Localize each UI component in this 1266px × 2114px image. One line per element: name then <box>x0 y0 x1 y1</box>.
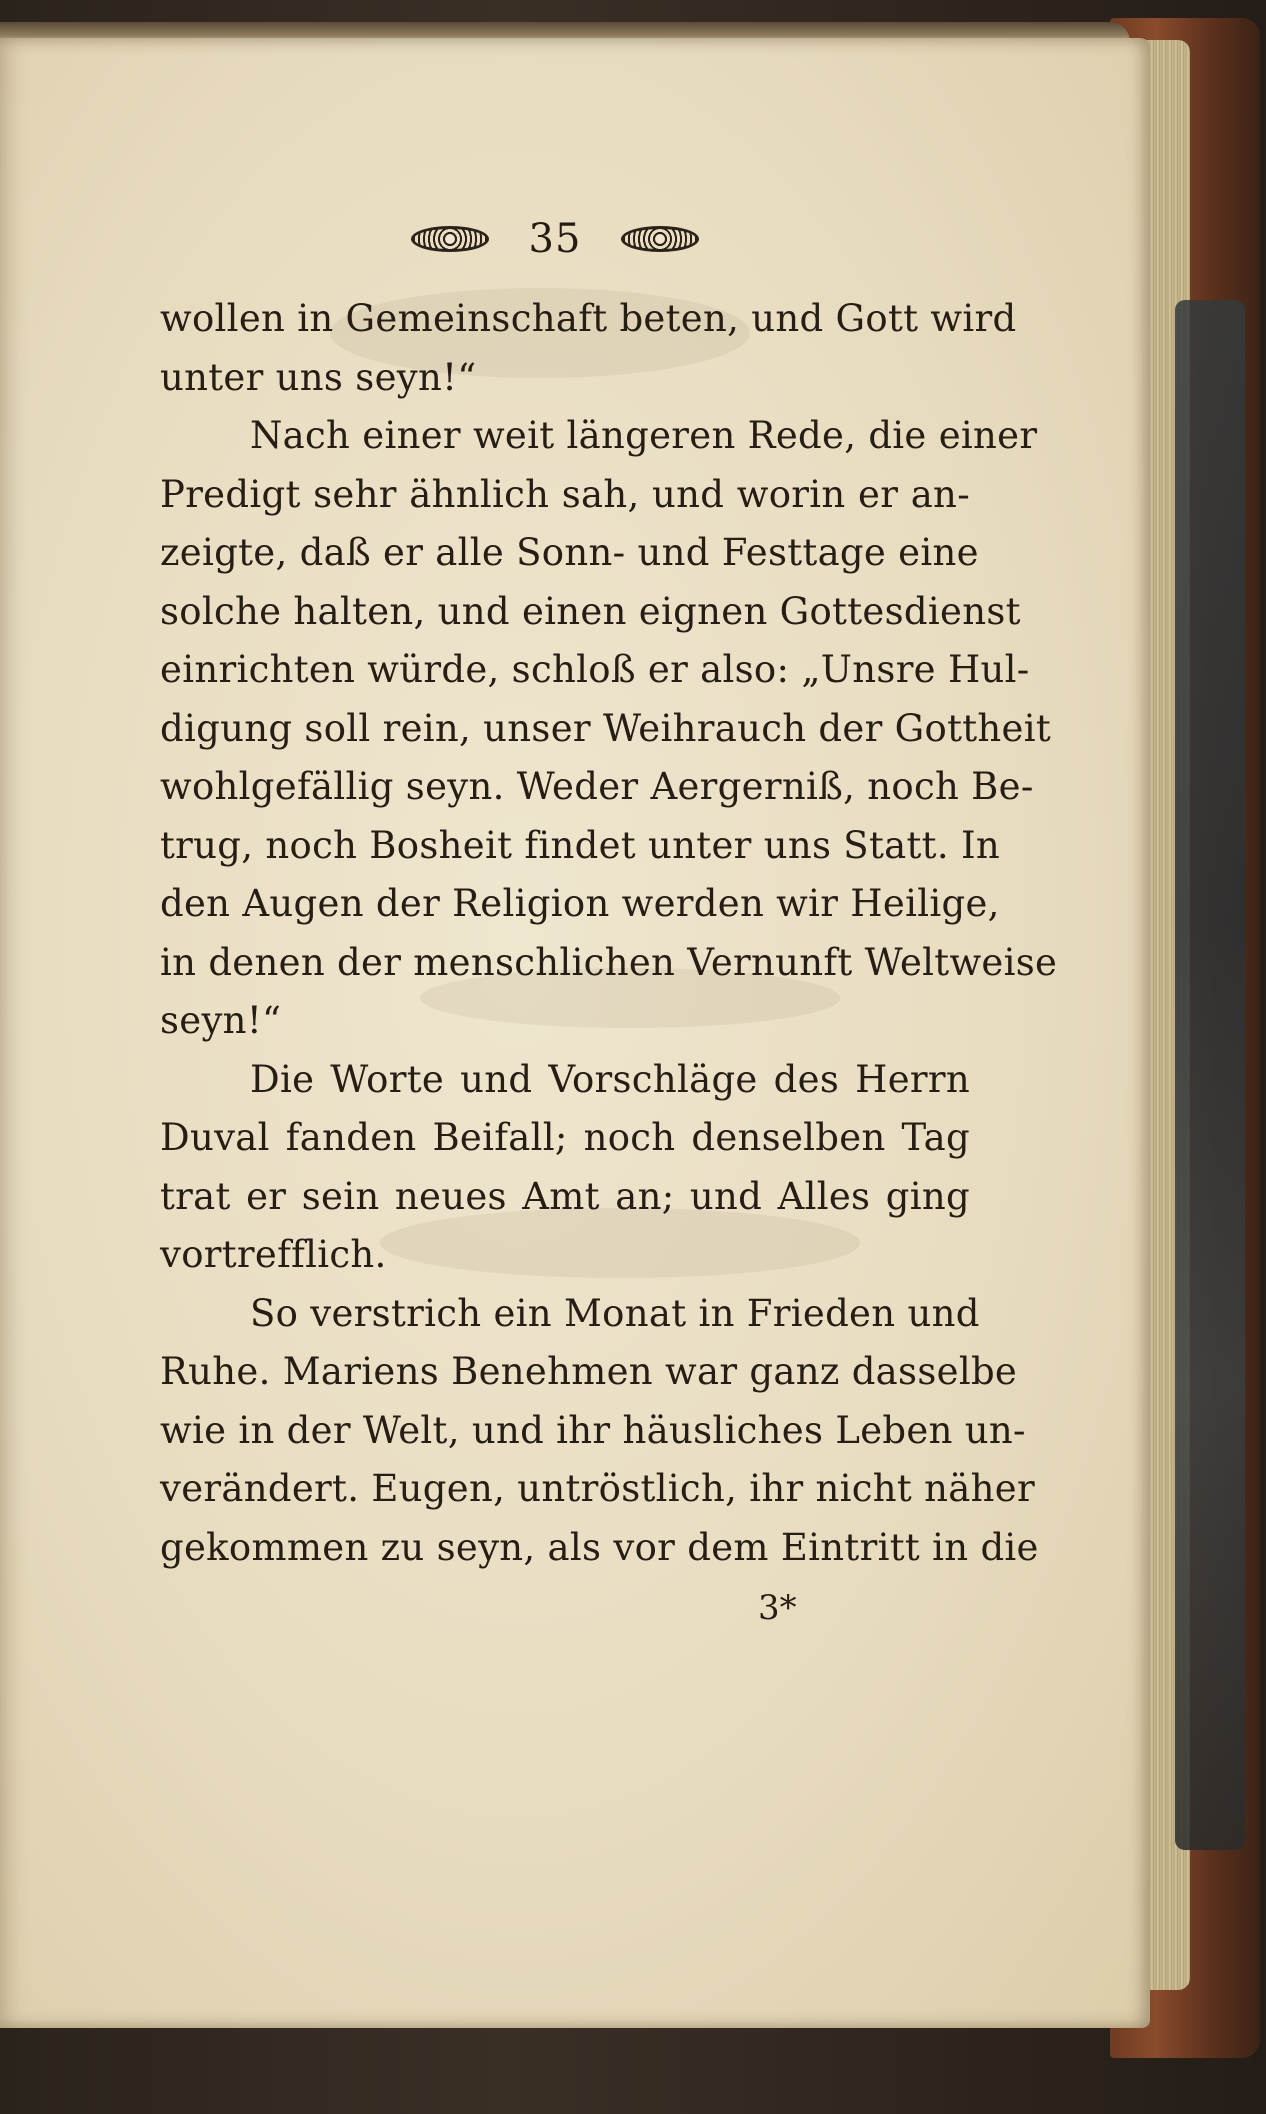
text-line: einrichten würde, schloß er also: „Unsre Hul- <box>160 648 1030 691</box>
text-line: Predigt sehr ähnlich sah, und worin er an- <box>160 472 970 516</box>
text-line: seyn!“ <box>160 999 282 1042</box>
text-line: wohlgefällig seyn. Weder Aergerniß, noch Be- <box>160 765 1034 808</box>
text-line: Duval fanden Beifall; noch denselben Tag <box>160 1116 970 1159</box>
text-line: wollen in Gemeinschaft beten, und Gott wird <box>160 297 1017 340</box>
text-line: vortrefflich. <box>160 1233 387 1276</box>
text-line: digung soll rein, unser Weihrauch der Gottheit <box>160 706 1052 750</box>
text-line: solche halten, und einen eignen Gottesdienst <box>160 589 1021 633</box>
page-number: 35 <box>528 216 582 262</box>
text-line: wie in der Welt, und ihr häusliches Leben un- <box>160 1408 1026 1452</box>
text-line: trug, noch Bosheit findet unter uns Statt. In <box>160 823 1000 867</box>
text-line: Die Worte und Vorschläge des Herrn <box>250 1057 970 1101</box>
text-line: in denen der menschlichen Vernunft Weltweise <box>160 940 1058 984</box>
rosette-ornament-icon <box>411 226 489 252</box>
body-text <box>160 290 1058 1577</box>
cover-wear <box>1175 300 1245 1850</box>
text-line: den Augen der Religion werden wir Heilige, <box>160 882 1000 925</box>
text-line: zeigte, daß er alle Sonn- und Festtage eine <box>160 531 979 574</box>
text-line: trat er sein neues Amt an; und Alles ging <box>160 1174 970 1218</box>
text-line: verändert. Eugen, untröstlich, ihr nicht näher <box>160 1467 1035 1510</box>
text-line: gekommen zu seyn, als vor dem Eintritt in die <box>160 1525 1039 1569</box>
text-line: unter uns seyn!“ <box>160 355 477 399</box>
rosette-ornament-icon <box>621 226 699 252</box>
text-line: Ruhe. Mariens Benehmen war ganz dasselbe <box>160 1350 1018 1393</box>
catchword-signature: 3* <box>758 1588 797 1628</box>
text-line: So verstrich ein Monat in Frieden und <box>250 1291 980 1335</box>
text-line: Nach einer weit längeren Rede, die einer <box>250 414 1038 457</box>
page-header <box>390 215 720 263</box>
